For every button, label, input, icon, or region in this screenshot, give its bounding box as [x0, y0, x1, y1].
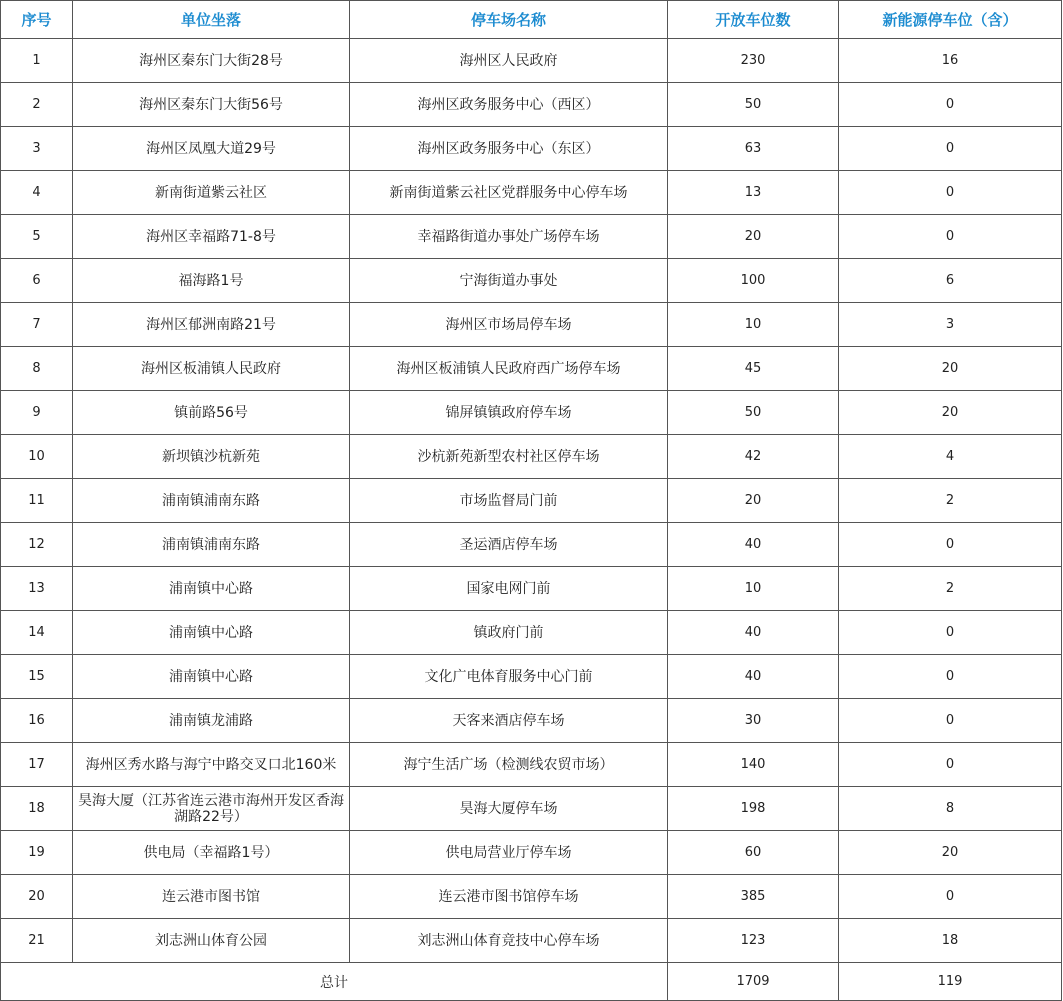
cell-serial-number: 15: [1, 655, 73, 699]
cell-ev-spaces: 3: [839, 303, 1062, 347]
table-row: [1, 171, 1062, 215]
cell-location: 刘志洲山体育公园: [73, 919, 350, 963]
header-parking-lot-name: 停车场名称: [350, 1, 668, 39]
cell-serial-number: 11: [1, 479, 73, 523]
cell-open-spaces: 385: [668, 875, 839, 919]
cell-serial-number: 18: [1, 787, 73, 831]
cell-location: 海州区秦东门大街28号: [73, 39, 350, 83]
cell-ev-spaces: 20: [839, 831, 1062, 875]
cell-parking-lot-name: 沙杭新苑新型农村社区停车场: [350, 435, 668, 479]
cell-parking-lot-name: 供电局营业厅停车场: [350, 831, 668, 875]
cell-serial-number: 16: [1, 699, 73, 743]
cell-ev-spaces: 6: [839, 259, 1062, 303]
table-row: [1, 655, 1062, 699]
cell-location: 新南街道紫云社区: [73, 171, 350, 215]
cell-ev-spaces: 20: [839, 391, 1062, 435]
table-body: [1, 39, 1062, 963]
cell-ev-spaces: 2: [839, 479, 1062, 523]
cell-parking-lot-name: 海宁生活广场（检测线农贸市场）: [350, 743, 668, 787]
header-row: [1, 1, 1062, 39]
cell-serial-number: 12: [1, 523, 73, 567]
total-ev-spaces: 119: [839, 963, 1062, 1001]
cell-location: 浦南镇中心路: [73, 611, 350, 655]
cell-open-spaces: 40: [668, 655, 839, 699]
table-row: [1, 435, 1062, 479]
cell-location: 海州区秀水路与海宁中路交叉口北160米: [73, 743, 350, 787]
cell-ev-spaces: 16: [839, 39, 1062, 83]
cell-serial-number: 7: [1, 303, 73, 347]
cell-location: 海州区幸福路71-8号: [73, 215, 350, 259]
table-row: [1, 215, 1062, 259]
cell-serial-number: 3: [1, 127, 73, 171]
cell-ev-spaces: 4: [839, 435, 1062, 479]
cell-open-spaces: 230: [668, 39, 839, 83]
cell-location: 海州区秦东门大街56号: [73, 83, 350, 127]
cell-location: 海州区凤凰大道29号: [73, 127, 350, 171]
cell-location: 浦南镇浦南东路: [73, 479, 350, 523]
cell-serial-number: 13: [1, 567, 73, 611]
cell-open-spaces: 42: [668, 435, 839, 479]
cell-open-spaces: 10: [668, 303, 839, 347]
cell-ev-spaces: 0: [839, 743, 1062, 787]
cell-serial-number: 1: [1, 39, 73, 83]
cell-serial-number: 6: [1, 259, 73, 303]
cell-open-spaces: 10: [668, 567, 839, 611]
cell-location: 福海路1号: [73, 259, 350, 303]
cell-location: 浦南镇中心路: [73, 567, 350, 611]
cell-ev-spaces: 8: [839, 787, 1062, 831]
table-row: [1, 831, 1062, 875]
table-row: [1, 479, 1062, 523]
cell-ev-spaces: 0: [839, 127, 1062, 171]
table-row: [1, 787, 1062, 831]
cell-open-spaces: 45: [668, 347, 839, 391]
cell-ev-spaces: 0: [839, 611, 1062, 655]
cell-location: 海州区板浦镇人民政府: [73, 347, 350, 391]
cell-ev-spaces: 20: [839, 347, 1062, 391]
cell-parking-lot-name: 锦屏镇镇政府停车场: [350, 391, 668, 435]
cell-parking-lot-name: 昊海大厦停车场: [350, 787, 668, 831]
cell-open-spaces: 100: [668, 259, 839, 303]
cell-open-spaces: 20: [668, 479, 839, 523]
cell-open-spaces: 140: [668, 743, 839, 787]
cell-serial-number: 10: [1, 435, 73, 479]
cell-open-spaces: 63: [668, 127, 839, 171]
cell-parking-lot-name: 连云港市图书馆停车场: [350, 875, 668, 919]
total-row: [1, 963, 1062, 1001]
total-open-spaces: 1709: [668, 963, 839, 1001]
cell-open-spaces: 198: [668, 787, 839, 831]
cell-parking-lot-name: 国家电网门前: [350, 567, 668, 611]
cell-ev-spaces: 18: [839, 919, 1062, 963]
cell-location: 连云港市图书馆: [73, 875, 350, 919]
cell-serial-number: 4: [1, 171, 73, 215]
table-row: [1, 743, 1062, 787]
header-ev-spaces: 新能源停车位（含）: [839, 1, 1062, 39]
cell-parking-lot-name: 海州区人民政府: [350, 39, 668, 83]
cell-location: 新坝镇沙杭新苑: [73, 435, 350, 479]
cell-parking-lot-name: 镇政府门前: [350, 611, 668, 655]
header-location: 单位坐落: [73, 1, 350, 39]
cell-parking-lot-name: 文化广电体育服务中心门前: [350, 655, 668, 699]
cell-serial-number: 9: [1, 391, 73, 435]
cell-parking-lot-name: 海州区板浦镇人民政府西广场停车场: [350, 347, 668, 391]
cell-serial-number: 20: [1, 875, 73, 919]
cell-ev-spaces: 2: [839, 567, 1062, 611]
cell-parking-lot-name: 天客来酒店停车场: [350, 699, 668, 743]
cell-location: 海州区郁洲南路21号: [73, 303, 350, 347]
cell-location: 浦南镇龙浦路: [73, 699, 350, 743]
header-serial-number: 序号: [1, 1, 73, 39]
cell-parking-lot-name: 海州区政务服务中心（东区）: [350, 127, 668, 171]
cell-parking-lot-name: 圣运酒店停车场: [350, 523, 668, 567]
table-row: [1, 875, 1062, 919]
cell-ev-spaces: 0: [839, 83, 1062, 127]
cell-open-spaces: 13: [668, 171, 839, 215]
cell-open-spaces: 40: [668, 611, 839, 655]
header-open-spaces: 开放车位数: [668, 1, 839, 39]
table-row: [1, 303, 1062, 347]
cell-parking-lot-name: 市场监督局门前: [350, 479, 668, 523]
table-row: [1, 391, 1062, 435]
cell-open-spaces: 123: [668, 919, 839, 963]
cell-ev-spaces: 0: [839, 523, 1062, 567]
cell-location: 供电局（幸福路1号）: [73, 831, 350, 875]
cell-ev-spaces: 0: [839, 875, 1062, 919]
table-row: [1, 83, 1062, 127]
cell-location: 浦南镇中心路: [73, 655, 350, 699]
cell-ev-spaces: 0: [839, 699, 1062, 743]
cell-serial-number: 8: [1, 347, 73, 391]
cell-location: 镇前路56号: [73, 391, 350, 435]
cell-open-spaces: 50: [668, 83, 839, 127]
table-row: [1, 699, 1062, 743]
cell-parking-lot-name: 海州区政务服务中心（西区）: [350, 83, 668, 127]
cell-parking-lot-name: 刘志洲山体育竞技中心停车场: [350, 919, 668, 963]
cell-parking-lot-name: 海州区市场局停车场: [350, 303, 668, 347]
table-row: [1, 127, 1062, 171]
cell-parking-lot-name: 宁海街道办事处: [350, 259, 668, 303]
total-label: 总计: [1, 963, 668, 1001]
cell-parking-lot-name: 幸福路街道办事处广场停车场: [350, 215, 668, 259]
cell-ev-spaces: 0: [839, 171, 1062, 215]
table-row: [1, 523, 1062, 567]
cell-serial-number: 21: [1, 919, 73, 963]
cell-open-spaces: 40: [668, 523, 839, 567]
cell-open-spaces: 20: [668, 215, 839, 259]
cell-ev-spaces: 0: [839, 215, 1062, 259]
cell-serial-number: 17: [1, 743, 73, 787]
cell-ev-spaces: 0: [839, 655, 1062, 699]
table-row: [1, 259, 1062, 303]
table-row: [1, 567, 1062, 611]
cell-serial-number: 5: [1, 215, 73, 259]
table-row: [1, 611, 1062, 655]
cell-parking-lot-name: 新南街道紫云社区党群服务中心停车场: [350, 171, 668, 215]
cell-location: 浦南镇浦南东路: [73, 523, 350, 567]
table-row: [1, 39, 1062, 83]
cell-location: 昊海大厦（江苏省连云港市海州开发区香海湖路22号）: [73, 787, 350, 831]
cell-serial-number: 14: [1, 611, 73, 655]
cell-open-spaces: 60: [668, 831, 839, 875]
table-row: [1, 919, 1062, 963]
cell-serial-number: 19: [1, 831, 73, 875]
cell-serial-number: 2: [1, 83, 73, 127]
cell-open-spaces: 30: [668, 699, 839, 743]
cell-open-spaces: 50: [668, 391, 839, 435]
table-row: [1, 347, 1062, 391]
